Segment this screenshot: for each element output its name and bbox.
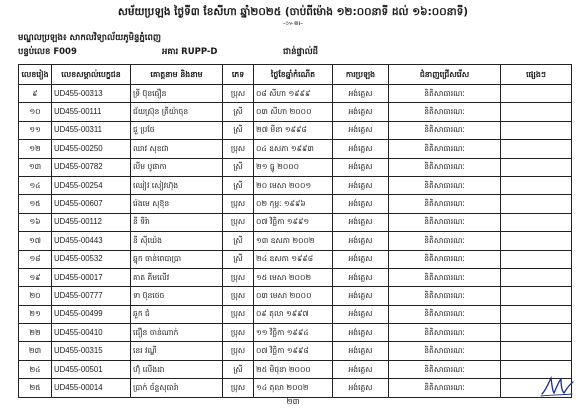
table-row xyxy=(19,103,572,121)
candidate-dob: ១៤ តុលា ២០០២ xyxy=(254,379,333,397)
candidate-id: UD455-00112 xyxy=(52,213,131,231)
exam-center-label: មណ្ឌលប្រឡង៖ សាកលវិទ្យាល័យភូមិន្ទភ្នំពេញ xyxy=(18,33,161,43)
candidate-id: UD455-00532 xyxy=(52,250,131,268)
exam-language: អង់គ្លេស xyxy=(333,250,389,268)
notes-cell xyxy=(501,324,572,342)
exam-language: អង់គ្លេស xyxy=(333,268,389,286)
candidate-dob: ២៤ ឧសភា ១៩៩៨ xyxy=(254,250,333,268)
candidate-name: ឈាវ សុខជា xyxy=(131,140,223,158)
notes-cell xyxy=(501,250,572,268)
chosen-major: និតិសាធារណៈ xyxy=(389,250,501,268)
candidate-dob: ០៣ មេសា ២០០០ xyxy=(254,287,333,305)
candidate-name: លីម បូផាកា xyxy=(131,158,223,176)
candidate-name: នី ទីរ៉ា xyxy=(131,213,223,231)
candidate-id: UD455-00501 xyxy=(52,360,131,378)
row-number: ១២ xyxy=(19,140,52,158)
candidate-name: ទ្រី ប៊ុនធឿន xyxy=(131,85,223,103)
candidate-id: UD455-00782 xyxy=(52,158,131,176)
chosen-major: និតិសាធារណៈ xyxy=(389,379,501,397)
candidate-id: UD455-00250 xyxy=(52,140,131,158)
candidate-name: នេរ វណ្ឌី xyxy=(131,342,223,360)
candidate-name: ជឿន ចាន់ណាក់ xyxy=(131,324,223,342)
candidate-id: UD455-00499 xyxy=(52,305,131,323)
row-number: ២២ xyxy=(19,324,52,342)
chosen-major: និតិសាធារណៈ xyxy=(389,176,501,194)
table-row xyxy=(19,342,572,360)
candidate-dob: ០៧ វិច្ឆិកា ១៩៩៨ xyxy=(254,342,333,360)
candidate-sex: ប្រុស xyxy=(223,268,254,286)
chosen-major: និតិសាធារណៈ xyxy=(389,103,501,121)
table-row xyxy=(19,305,572,323)
candidate-name: ឆ្នុក ចាន់ពេបាប្រា xyxy=(131,250,223,268)
candidate-sex: ស្រី xyxy=(223,360,254,378)
table-row xyxy=(19,85,572,103)
candidate-sex: ប្រុស xyxy=(223,195,254,213)
exam-language: អង់គ្លេស xyxy=(333,140,389,158)
notes-cell xyxy=(501,342,572,360)
chosen-major: និតិសាធារណៈ xyxy=(389,158,501,176)
candidate-dob: ០២ កុម្ភៈ ១៩៩៦ xyxy=(254,195,333,213)
candidate-sex: ប្រុស xyxy=(223,305,254,323)
chosen-major: និតិសាធារណៈ xyxy=(389,324,501,342)
candidate-sex: ប្រុស xyxy=(223,342,254,360)
row-number: ១៩ xyxy=(19,268,52,286)
column-header-number: លេខរៀង xyxy=(19,65,52,85)
column-header-sex: ភេទ xyxy=(223,65,254,85)
chosen-major: និតិសាធារណៈ xyxy=(389,268,501,286)
chosen-major: និតិសាធារណៈ xyxy=(389,195,501,213)
candidate-id: UD455-00313 xyxy=(52,85,131,103)
table-row xyxy=(19,158,572,176)
candidate-id: UD455-00111 xyxy=(52,103,131,121)
exam-language: អង់គ្លេស xyxy=(333,195,389,213)
candidate-id: UD455-00014 xyxy=(52,379,131,397)
candidate-name: ហ៊ុំ លើងដា xyxy=(131,360,223,378)
candidate-id: UD455-00777 xyxy=(52,287,131,305)
table-row xyxy=(19,379,572,397)
table-row xyxy=(19,360,572,378)
candidate-dob: ១១ វិច្ឆិកា ១៩៩៤ xyxy=(254,324,333,342)
candidate-id: UD455-00254 xyxy=(52,176,131,194)
candidate-id: UD455-00607 xyxy=(52,195,131,213)
building-label: អគារ RUPP-D xyxy=(162,47,218,57)
notes-cell xyxy=(501,103,572,121)
candidate-sex: ស្រី xyxy=(223,232,254,250)
column-header-chosen-major: ជំនាញជ្រើសរើស xyxy=(389,65,501,85)
notes-cell xyxy=(501,268,572,286)
table-row xyxy=(19,268,572,286)
candidate-name: នី ស៊ីឃ៉េង xyxy=(131,232,223,250)
candidate-sex: ប្រុស xyxy=(223,287,254,305)
candidate-sex: ប្រុស xyxy=(223,324,254,342)
candidate-dob: ០៨ សីហា ១៩៩៩ xyxy=(254,85,333,103)
table-body xyxy=(19,85,572,398)
candidate-dob: ២៥ មិថុនា ២០០០ xyxy=(254,360,333,378)
candidate-sex: ស្រី xyxy=(223,121,254,139)
candidate-name: ជ័យស្រ៊ុន ត្រីយ៉ាចុន xyxy=(131,103,223,121)
chosen-major: និតិសាធារណៈ xyxy=(389,232,501,250)
row-number: ១៨ xyxy=(19,250,52,268)
notes-cell xyxy=(501,158,572,176)
table-row xyxy=(19,287,572,305)
table-row xyxy=(19,324,572,342)
candidate-sex: ប្រុស xyxy=(223,379,254,397)
candidate-sex: ប្រុស xyxy=(223,140,254,158)
chosen-major: និតិសាធារណៈ xyxy=(389,342,501,360)
column-header-exam-language: ការប្រឡង xyxy=(333,65,389,85)
exam-language: អង់គ្លេស xyxy=(333,360,389,378)
candidate-dob: ១៥ មេសា ២០០២ xyxy=(254,268,333,286)
row-number: ១៤ xyxy=(19,176,52,194)
row-number: ១៣ xyxy=(19,158,52,176)
candidate-dob: ០៣ សីហា ២០០០ xyxy=(254,103,333,121)
exam-language: អង់គ្លេស xyxy=(333,287,389,305)
row-number: ២១ xyxy=(19,305,52,323)
chosen-major: និតិសាធារណៈ xyxy=(389,140,501,158)
candidate-id: UD455-00311 xyxy=(52,121,131,139)
row-number: ១៥ xyxy=(19,195,52,213)
exam-language: អង់គ្លេស xyxy=(333,103,389,121)
candidate-id: UD455-00315 xyxy=(52,342,131,360)
column-header-notes: ផ្សេងៗ xyxy=(501,65,572,85)
exam-language: អង់គ្លេស xyxy=(333,158,389,176)
exam-language: អង់គ្លេស xyxy=(333,176,389,194)
chosen-major: និតិសាធារណៈ xyxy=(389,213,501,231)
notes-cell xyxy=(501,140,572,158)
row-number: ២៤ xyxy=(19,360,52,378)
notes-cell xyxy=(501,305,572,323)
candidate-name: រ៉េងមេ សុខ៊ុន xyxy=(131,195,223,213)
floor-label: ជាន់ផ្ទាល់ដី xyxy=(283,47,319,57)
column-header-date-of-birth: ថ្ងៃខែឆ្នាំកំណើត xyxy=(254,65,333,85)
candidate-name: ទា ប៊ុនថេច xyxy=(131,287,223,305)
chosen-major: និតិសាធារណៈ xyxy=(389,360,501,378)
candidate-name: ប្រាក់ ច័ន្ទសុធារ៉ា xyxy=(131,379,223,397)
candidate-id: UD455-00443 xyxy=(52,232,131,250)
exam-language: អង់គ្លេស xyxy=(333,305,389,323)
exam-language: អង់គ្លេស xyxy=(333,85,389,103)
table-row xyxy=(19,195,572,213)
candidate-sex: ប្រុស xyxy=(223,85,254,103)
exam-language: អង់គ្លេស xyxy=(333,213,389,231)
candidate-id: UD455-00410 xyxy=(52,324,131,342)
table-row xyxy=(19,213,572,231)
exam-language: អង់គ្លេស xyxy=(333,232,389,250)
notes-cell xyxy=(501,176,572,194)
title-ornament: -៚៙៛- xyxy=(283,20,303,27)
notes-cell xyxy=(501,213,572,231)
candidate-name: ឈៀវ សៀវហ៊ុង xyxy=(131,176,223,194)
row-number: ២៣ xyxy=(19,342,52,360)
column-header-name: គោត្តនាម និងនាម xyxy=(131,65,223,85)
candidate-roster-table xyxy=(18,64,572,398)
candidate-dob: ០៤ ឧសភា ១៩៩៣ xyxy=(254,140,333,158)
notes-cell xyxy=(501,195,572,213)
room-number-label: បន្ទប់លេខ F009 xyxy=(18,47,77,57)
chosen-major: និតិសាធារណៈ xyxy=(389,305,501,323)
chosen-major: និតិសាធារណៈ xyxy=(389,121,501,139)
candidate-sex: ស្រី xyxy=(223,250,254,268)
candidate-dob: ២៧ មីនា ១៩៩៨ xyxy=(254,121,333,139)
row-number: ១០ xyxy=(19,103,52,121)
table-row xyxy=(19,176,572,194)
candidate-sex: ស្រី xyxy=(223,176,254,194)
table-row xyxy=(19,121,572,139)
document-title: សម័យប្រឡង ថ្ងៃទី៣ ខែសីហា ឆ្នាំ២០២៥ (ចាប់ពីម៉ោង ១២:០០នាទី ដល់ ១៦:០០នាទី) xyxy=(117,6,469,18)
row-number: ២០ xyxy=(19,287,52,305)
row-number: ១១ xyxy=(19,121,52,139)
candidate-name: គាត គីមលើវ xyxy=(131,268,223,286)
page-number: ២៣ xyxy=(286,397,300,406)
table-row xyxy=(19,250,572,268)
chosen-major: និតិសាធារណៈ xyxy=(389,287,501,305)
candidate-id: UD455-00017 xyxy=(52,268,131,286)
row-number: ២៥ xyxy=(19,379,52,397)
exam-language: អង់គ្លេស xyxy=(333,342,389,360)
candidate-sex: ស្រី xyxy=(223,103,254,121)
candidate-sex: ស្រី xyxy=(223,158,254,176)
notes-cell xyxy=(501,85,572,103)
candidate-name: ឆួក ជំ xyxy=(131,305,223,323)
candidate-dob: ០៧ វិច្ឆិកា ១៩៩១ xyxy=(254,213,333,231)
table-row xyxy=(19,140,572,158)
table-header-row xyxy=(19,65,572,85)
row-number: ១៦ xyxy=(19,213,52,231)
notes-cell xyxy=(501,232,572,250)
exam-language: អង់គ្លេស xyxy=(333,379,389,397)
candidate-name: ជួ ប្រថែ xyxy=(131,121,223,139)
candidate-dob: ១៣ ឧសភា ២០០២ xyxy=(254,232,333,250)
exam-language: អង់គ្លេស xyxy=(333,121,389,139)
row-number: ១៧ xyxy=(19,232,52,250)
candidate-dob: ២០ មេសា ២០០១ xyxy=(254,176,333,194)
notes-cell xyxy=(501,287,572,305)
table-row xyxy=(19,232,572,250)
exam-language: អង់គ្លេស xyxy=(333,324,389,342)
candidate-dob: ០៩ តុលា ១៩៩៧ xyxy=(254,305,333,323)
column-header-candidate-id: លេខសម្គាល់បេក្ខជន xyxy=(52,65,131,85)
candidate-dob: ២១ ធ្នូ ២០០០ xyxy=(254,158,333,176)
candidate-sex: ប្រុស xyxy=(223,213,254,231)
row-number: ៩ xyxy=(19,85,52,103)
chosen-major: និតិសាធារណៈ xyxy=(389,85,501,103)
notes-cell xyxy=(501,121,572,139)
